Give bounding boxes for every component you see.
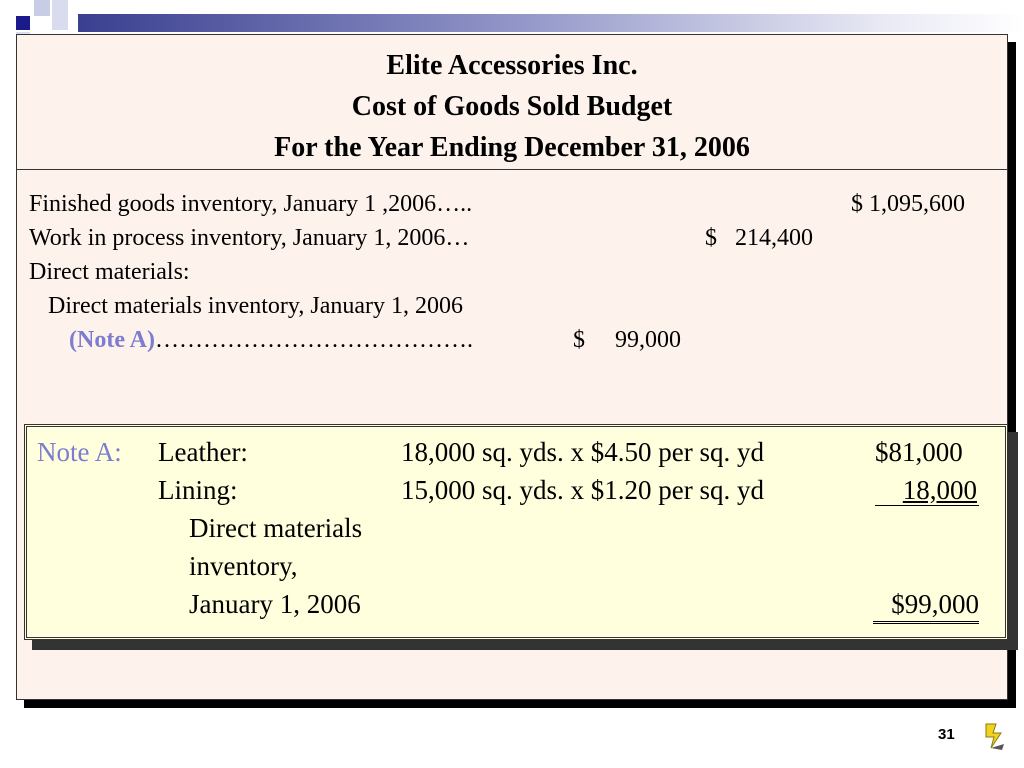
finished-goods-label: Finished goods inventory, January 1 ,2006….. (29, 191, 473, 217)
dm-note-row (69, 325, 473, 355)
budget-period: For the Year Ending December 31, 2006 (274, 132, 750, 163)
note-a-box (24, 424, 1008, 640)
lining-label: Lining: (158, 475, 238, 505)
total-value: $99,000 (873, 587, 979, 624)
subtotal-rule (875, 505, 979, 506)
decor-square-light (52, 0, 68, 30)
lightning-bolt-icon (982, 722, 1010, 752)
total-label-line2: inventory, (189, 551, 298, 581)
total-label-line3: January 1, 2006 (189, 589, 361, 619)
direct-materials-label: Direct materials: (29, 259, 190, 285)
title-gradient-bar (78, 14, 1024, 32)
decor-square-dark (16, 16, 30, 30)
leader-dots: …………………………………. (154, 327, 473, 353)
lining-calc: 15,000 sq. yds. x $1.20 per sq. yd (401, 475, 764, 505)
leather-value: $81,000 (875, 437, 963, 467)
wip-value: $ 214,400 (705, 225, 813, 251)
budget-header (17, 35, 1007, 170)
decor-square-light (34, 0, 50, 16)
lining-value-cell (873, 473, 977, 507)
total-label-line1: Direct materials (189, 513, 363, 543)
leather-calc: 18,000 sq. yds. x $4.50 per sq. yd (401, 437, 764, 467)
budget-title: Cost of Goods Sold Budget (351, 91, 673, 122)
dm-inventory-value: $ 99,000 (573, 327, 681, 353)
lining-value: 18,000 (902, 475, 977, 505)
company-name: Elite Accessories Inc. (386, 50, 638, 81)
dm-inventory-label: Direct materials inventory, January 1, 2006 (48, 293, 463, 319)
page-number: 31 (938, 726, 955, 743)
finished-goods-value: $ 1,095,600 (851, 191, 965, 217)
note-a-reference: (Note A) (69, 327, 155, 353)
leather-label: Leather: (158, 437, 248, 467)
wip-label: Work in process inventory, January 1, 2006… (29, 225, 470, 251)
note-a-title: Note A: (37, 437, 122, 467)
